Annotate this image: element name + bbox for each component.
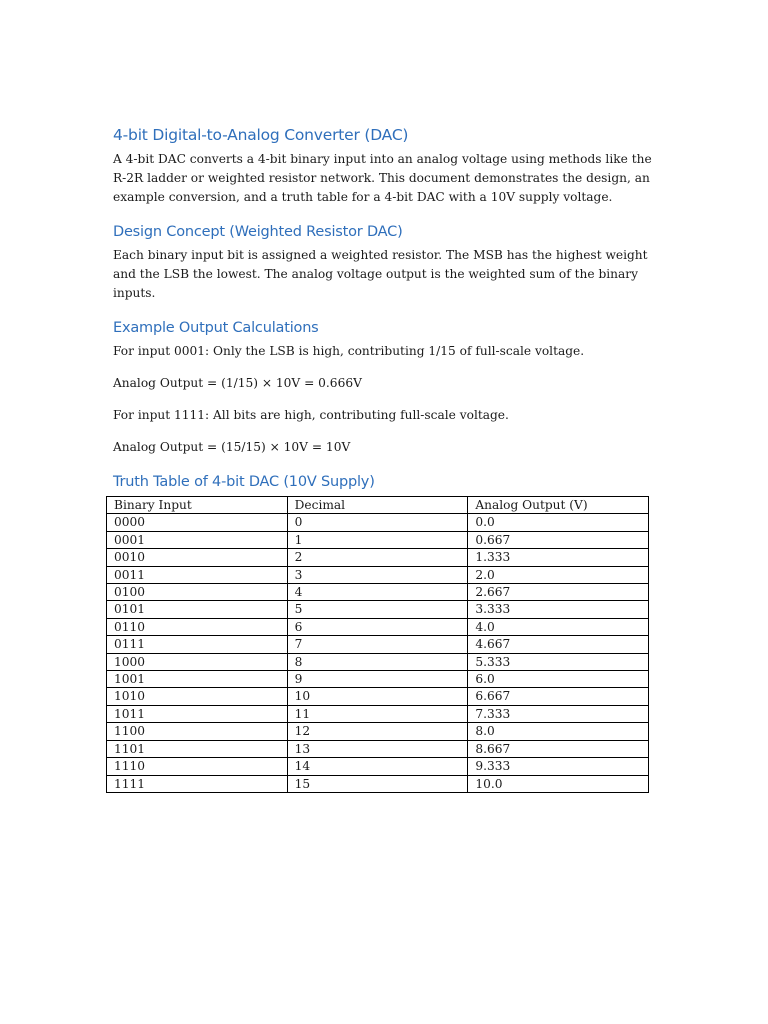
table-row bbox=[107, 740, 649, 757]
binary-input-cell: 0110 bbox=[107, 618, 288, 635]
analog-output-cell: 8.0 bbox=[468, 723, 649, 740]
intro-paragraph: A 4-bit DAC converts a 4-bit binary input into an analog voltage using methods like the R-2R ladder or weighted resistor network. This document demonstrates the design, an example conversion, and a truth table for a 4-bit DAC with a 10V supply voltage. bbox=[113, 152, 652, 204]
analog-output-cell: 4.667 bbox=[468, 636, 649, 653]
binary-input-cell: 0011 bbox=[107, 566, 288, 583]
analog-output-cell: 7.333 bbox=[468, 705, 649, 722]
decimal-cell: 7 bbox=[287, 636, 468, 653]
table-row bbox=[107, 601, 649, 618]
truth-table-body bbox=[107, 514, 649, 793]
table-row bbox=[107, 566, 649, 583]
analog-output-cell: 0.0 bbox=[468, 514, 649, 531]
example-heading: Example Output Calculations bbox=[113, 320, 319, 336]
example-line-4: Analog Output = (15/15) × 10V = 10V bbox=[113, 440, 351, 454]
decimal-cell: 2 bbox=[287, 549, 468, 566]
binary-input-cell: 0101 bbox=[107, 601, 288, 618]
decimal-cell: 5 bbox=[287, 601, 468, 618]
decimal-cell: 8 bbox=[287, 653, 468, 670]
decimal-cell: 14 bbox=[287, 758, 468, 775]
binary-input-cell: 1011 bbox=[107, 705, 288, 722]
table-row bbox=[107, 723, 649, 740]
document-title: 4-bit Digital-to-Analog Converter (DAC) bbox=[113, 126, 409, 144]
table-row bbox=[107, 758, 649, 775]
analog-output-cell: 2.0 bbox=[468, 566, 649, 583]
analog-output-cell: 1.333 bbox=[468, 549, 649, 566]
binary-input-cell: 1001 bbox=[107, 671, 288, 688]
table-row bbox=[107, 653, 649, 670]
table-row bbox=[107, 584, 649, 601]
binary-input-cell: 1100 bbox=[107, 723, 288, 740]
truth-table-heading: Truth Table of 4-bit DAC (10V Supply) bbox=[113, 474, 375, 490]
binary-input-cell: 1010 bbox=[107, 688, 288, 705]
design-heading: Design Concept (Weighted Resistor DAC) bbox=[113, 224, 403, 240]
column-header-decimal: Decimal bbox=[287, 497, 468, 514]
table-row bbox=[107, 636, 649, 653]
truth-table bbox=[106, 496, 649, 793]
column-header-binary-input: Binary Input bbox=[107, 497, 288, 514]
binary-input-cell: 1000 bbox=[107, 653, 288, 670]
document-page bbox=[113, 124, 653, 793]
decimal-cell: 0 bbox=[287, 514, 468, 531]
binary-input-cell: 0111 bbox=[107, 636, 288, 653]
table-row bbox=[107, 688, 649, 705]
analog-output-cell: 10.0 bbox=[468, 775, 649, 792]
binary-input-cell: 0001 bbox=[107, 531, 288, 548]
column-header-analog-output: Analog Output (V) bbox=[468, 497, 649, 514]
analog-output-cell: 4.0 bbox=[468, 618, 649, 635]
decimal-cell: 12 bbox=[287, 723, 468, 740]
table-row bbox=[107, 549, 649, 566]
decimal-cell: 11 bbox=[287, 705, 468, 722]
decimal-cell: 1 bbox=[287, 531, 468, 548]
table-row bbox=[107, 618, 649, 635]
analog-output-cell: 9.333 bbox=[468, 758, 649, 775]
binary-input-cell: 1110 bbox=[107, 758, 288, 775]
binary-input-cell: 0010 bbox=[107, 549, 288, 566]
decimal-cell: 4 bbox=[287, 584, 468, 601]
decimal-cell: 9 bbox=[287, 671, 468, 688]
example-line-1: For input 0001: Only the LSB is high, contributing 1/15 of full-scale voltage. bbox=[113, 344, 585, 358]
analog-output-cell: 6.667 bbox=[468, 688, 649, 705]
analog-output-cell: 8.667 bbox=[468, 740, 649, 757]
analog-output-cell: 6.0 bbox=[468, 671, 649, 688]
table-row bbox=[107, 705, 649, 722]
analog-output-cell: 3.333 bbox=[468, 601, 649, 618]
design-paragraph: Each binary input bit is assigned a weighted resistor. The MSB has the highest weight and the LSB the lowest. The analog voltage output is the weighted sum of the binary inputs. bbox=[113, 248, 648, 300]
analog-output-cell: 0.667 bbox=[468, 531, 649, 548]
example-line-2: Analog Output = (1/15) × 10V = 0.666V bbox=[113, 376, 362, 390]
table-row bbox=[107, 775, 649, 792]
table-row bbox=[107, 531, 649, 548]
decimal-cell: 13 bbox=[287, 740, 468, 757]
analog-output-cell: 5.333 bbox=[468, 653, 649, 670]
binary-input-cell: 1101 bbox=[107, 740, 288, 757]
analog-output-cell: 2.667 bbox=[468, 584, 649, 601]
binary-input-cell: 0000 bbox=[107, 514, 288, 531]
binary-input-cell: 0100 bbox=[107, 584, 288, 601]
table-row bbox=[107, 514, 649, 531]
decimal-cell: 15 bbox=[287, 775, 468, 792]
table-row bbox=[107, 671, 649, 688]
decimal-cell: 3 bbox=[287, 566, 468, 583]
truth-table-header-row bbox=[107, 497, 649, 514]
decimal-cell: 6 bbox=[287, 618, 468, 635]
binary-input-cell: 1111 bbox=[107, 775, 288, 792]
decimal-cell: 10 bbox=[287, 688, 468, 705]
example-line-3: For input 1111: All bits are high, contributing full-scale voltage. bbox=[113, 408, 509, 422]
